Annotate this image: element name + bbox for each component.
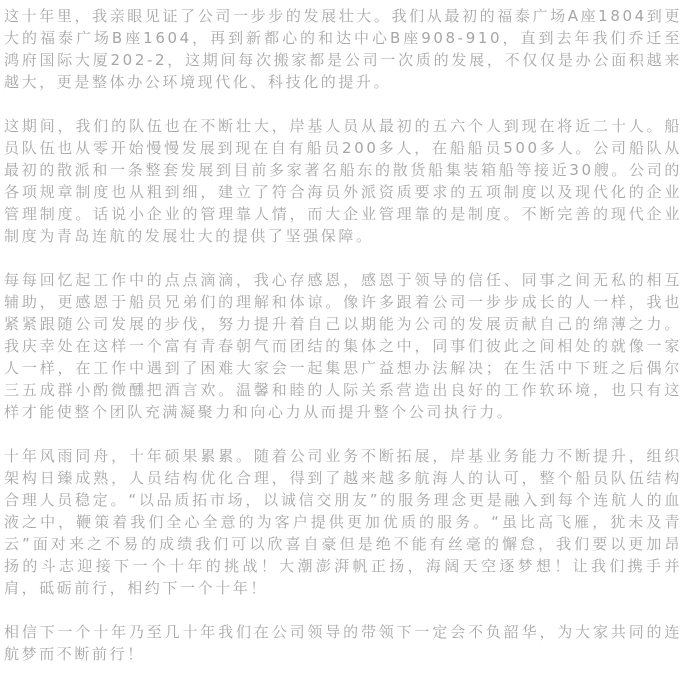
paragraph-office-growth: 这十年里，我亲眼见证了公司一步步的发展壮大。我们从最初的福泰广场A座1804到更大的福泰广场B座1604，再到新都心的和达中心B座908-910，直到去年我们乔迁至鸿府国际大厦202-2，这期间每次搬家都是公司一次质的发展，不仅仅是办公面积越来越大，更是整体办公环境现代化、科技化的提升。 [4,7,682,91]
paragraph-closing-wish: 相信下一个十年乃至几十年我们在公司领导的带领下一定会不负韶华，为大家共同的连航梦而不断前行！ [4,623,682,663]
paragraph-decade-achievements: 十年风雨同舟，十年硕果累累。随着公司业务不断拓展，岸基业务能力不断提升，组织架构日臻成熟，人员结构优化合理，得到了越来越多航海人的认可，整个船员队伍结构合理人员稳定。“以品质拓市场，以诚信交朋友”的服务理念更是融入到每个连航人的血液之中，鞭策着我们全心全意的为客户提供更加优质的服务。“虽比高飞雁，犹未及青云”面对来之不易的成绩我们可以欣喜自豪但是绝不能有丝毫的懈怠，我们要以更加昂扬的斗志迎接下一个十年的挑战！大潮澎湃帆正扬，海阔天空逐梦想！让我们携手并肩，砥砺前行，相约下一个十年！ [4,447,682,597]
paragraph-team-growth: 这期间，我们的队伍也在不断壮大，岸基人员从最初的五六个人到现在将近二十人。船员队伍也从零开始慢慢发展到现在自有船员200多人，在船船员500多人。公司船队从最初的散派和一条整套发展到目前多家著名船东的散货船集装箱船等接近30艘。公司的各项规章制度也从粗到细，建立了符合海员外派资质要求的五项制度以及现代化的企业管理制度。话说小企业的管理靠人情，而大企业管理靠的是制度。不断完善的现代企业制度为青岛连航的发展壮大的提供了坚强保障。 [4,117,682,245]
paragraph-gratitude: 每每回忆起工作中的点点滴滴，我心存感恩，感恩于领导的信任、同事之间无私的相互辅助，更感恩于船员兄弟们的理解和体谅。像许多跟着公司一步步成长的人一样，我也紧紧跟随公司发展的步伐，努力提升着自己以期能为公司的发展贡献自己的绵薄之力。我庆幸处在这样一个富有青春朝气而团结的集体之中，同事们彼此之间相处的就像一家人一样，在工作中遇到了困难大家会一起集思广益想办法解决；在生活中下班之后偶尔三五成群小酌微醺把酒言欢。温馨和睦的人际关系营造出良好的工作软环境，也只有这样才能使整个团队充满凝聚力和向心力从而提升整个公司执行力。 [4,271,682,421]
